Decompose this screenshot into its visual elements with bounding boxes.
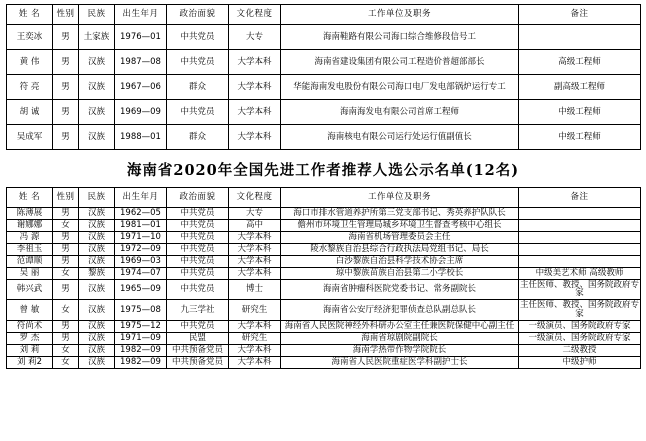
- table-row: [7, 345, 641, 357]
- cell-party: 中共党员: [167, 208, 229, 220]
- cell-education: 大学本科: [229, 125, 281, 150]
- cell-name: 谢娜娜: [7, 219, 53, 231]
- cell-note: 主任医师、教授、国务院政府专家: [520, 300, 640, 320]
- cell-nation: 汉族: [79, 100, 115, 125]
- cell-party: 中共党员: [167, 219, 229, 231]
- cell-education: 大学本科: [229, 75, 281, 100]
- cell-unit: 海南学热带作物学院院长: [281, 345, 519, 357]
- column-header-party: 政治面貌: [167, 188, 229, 208]
- cell-unit: 海南省机场管理委员会主任: [281, 231, 519, 243]
- cell-note: [519, 231, 641, 243]
- top-table-body: [7, 25, 641, 150]
- cell-education: 高中: [229, 219, 281, 231]
- cell-birth: 1982—09: [115, 356, 167, 368]
- cell-birth: 1965—09: [115, 279, 167, 300]
- cell-education: 大专: [229, 208, 281, 220]
- cell-name: 陈薄展: [7, 208, 53, 220]
- column-header-unit: 工作单位及职务: [281, 5, 519, 25]
- cell-birth: 1981—01: [115, 219, 167, 231]
- table-row: [7, 267, 641, 279]
- cell-birth: 1969—03: [115, 255, 167, 267]
- cell-party: 中共党员: [167, 243, 229, 255]
- cell-unit: 儋州市环境卫生管理局城乡环境卫生督查考核中心组长: [281, 219, 519, 231]
- cell-party: 九三学社: [167, 300, 229, 321]
- cell-nation: 汉族: [79, 300, 115, 321]
- cell-unit: 陵水黎族自治县综合行政执法局党组书记、局长: [281, 243, 519, 255]
- cell-unit: 海南省建设集团有限公司工程造价普超部部长: [281, 50, 519, 75]
- cell-nation: 汉族: [79, 50, 115, 75]
- cell-party: 中共党员: [167, 321, 229, 333]
- column-header-note: 备注: [519, 5, 641, 25]
- cell-sex: 男: [53, 231, 79, 243]
- cell-education: 研究生: [229, 333, 281, 345]
- table-row: [7, 243, 641, 255]
- cell-note: 中级工程师: [519, 100, 641, 125]
- cell-name: 吴成军: [7, 125, 53, 150]
- cell-note: [519, 243, 641, 255]
- table-row: [7, 208, 641, 220]
- cell-name: 黄 伟: [7, 50, 53, 75]
- cell-education: 大学本科: [229, 356, 281, 368]
- cell-party: 中共预备党员: [167, 356, 229, 368]
- cell-note: 副高级工程师: [519, 75, 641, 100]
- cell-education: 大专: [229, 25, 281, 50]
- cell-unit: 华能海南发电股份有限公司海口电厂发电部锅炉运行专工: [281, 75, 519, 100]
- cell-sex: 男: [53, 100, 79, 125]
- table-row: [7, 25, 641, 50]
- cell-sex: 男: [53, 25, 79, 50]
- table-row: [7, 50, 641, 75]
- cell-party: 中共预备党员: [167, 345, 229, 357]
- cell-name: 符 亮: [7, 75, 53, 100]
- table-row: [7, 231, 641, 243]
- cell-nation: 汉族: [79, 345, 115, 357]
- cell-unit: 海南省公安厅经济犯罪侦查总队副总队长: [281, 300, 519, 321]
- cell-name: 吴 丽: [7, 267, 53, 279]
- cell-birth: 1974—07: [115, 267, 167, 279]
- cell-nation: 汉族: [79, 125, 115, 150]
- table-row: [7, 125, 641, 150]
- table-row: [7, 321, 641, 333]
- bottom-personnel-table: [6, 187, 641, 369]
- cell-birth: 1976—01: [115, 25, 167, 50]
- cell-party: 群众: [167, 125, 229, 150]
- table-row: [7, 255, 641, 267]
- top-personnel-table: [6, 4, 641, 150]
- cell-unit: 海南核电有限公司运行处运行值副值长: [281, 125, 519, 150]
- cell-name: 曾 敏: [7, 300, 53, 321]
- page-title: 海南省2020年全国先进工作者推荐人选公示名单(12名): [126, 162, 520, 179]
- cell-sex: 男: [53, 75, 79, 100]
- cell-birth: 1969—09: [115, 100, 167, 125]
- table-row: [7, 300, 641, 321]
- cell-education: 大学本科: [229, 100, 281, 125]
- cell-note: 主任医师、教授、国务院政府专家: [520, 279, 640, 299]
- cell-unit: 琼中黎族苗族自治县第二小学校长: [281, 267, 519, 279]
- column-header-education: 文化程度: [229, 188, 281, 208]
- column-header-sex: 性别: [53, 5, 79, 25]
- column-header-education: 文化程度: [229, 5, 281, 25]
- column-header-birth: 出生年月: [115, 188, 167, 208]
- table-row: [7, 279, 641, 300]
- cell-unit: 白沙黎族自治县科学技术协会主席: [281, 255, 519, 267]
- cell-nation: 汉族: [79, 75, 115, 100]
- cell-unit: 海口市排水管道养护所第三党支部书记、秀英养护队队长: [281, 208, 519, 220]
- cell-name: 刘 莉2: [7, 356, 53, 368]
- cell-party: 中共党员: [167, 255, 229, 267]
- table-row: [7, 75, 641, 100]
- cell-birth: 1967—06: [115, 75, 167, 100]
- cell-unit: 海南海发电有限公司首席工程师: [281, 100, 519, 125]
- cell-note: 中级美艺术师 高级教师: [519, 267, 641, 279]
- cell-education: 大学本科: [229, 267, 281, 279]
- bottom-table-body: [7, 208, 641, 369]
- cell-birth: 1988—01: [115, 125, 167, 150]
- cell-sex: 男: [53, 208, 79, 220]
- cell-sex: 男: [53, 255, 79, 267]
- cell-education: 大学本科: [229, 321, 281, 333]
- table-header-row: [7, 188, 641, 208]
- cell-sex: 女: [53, 267, 79, 279]
- column-header-birth: 出生年月: [115, 5, 167, 25]
- cell-sex: 女: [53, 345, 79, 357]
- cell-birth: 1971—09: [115, 333, 167, 345]
- cell-education: 大学本科: [229, 50, 281, 75]
- cell-sex: 女: [53, 356, 79, 368]
- cell-unit: 海南省人民医院重症医学科副护士长: [281, 356, 519, 368]
- table-row: [7, 356, 641, 368]
- cell-birth: 1982—09: [115, 345, 167, 357]
- cell-name: 刘 莉: [7, 345, 53, 357]
- column-header-nation: 民族: [79, 188, 115, 208]
- table-row: [7, 219, 641, 231]
- cell-note: 中级护师: [519, 356, 641, 368]
- cell-education: 大学本科: [229, 231, 281, 243]
- cell-sex: 女: [53, 219, 79, 231]
- cell-party: 中共党员: [167, 50, 229, 75]
- cell-birth: 1987—08: [115, 50, 167, 75]
- cell-birth: 1962—05: [115, 208, 167, 220]
- cell-party: 中共党员: [167, 279, 229, 300]
- cell-education: 大学本科: [229, 345, 281, 357]
- cell-birth: 1975—12: [115, 321, 167, 333]
- cell-nation: 汉族: [79, 255, 115, 267]
- cell-birth: 1975—08: [115, 300, 167, 321]
- cell-unit: 海南省人民医院神经外科研办公室主任兼医院保健中心副主任: [281, 321, 519, 333]
- cell-name: 冯 源: [7, 231, 53, 243]
- cell-sex: 男: [53, 333, 79, 345]
- column-header-sex: 性别: [53, 188, 79, 208]
- cell-sex: 男: [53, 125, 79, 150]
- cell-nation: 汉族: [79, 279, 115, 300]
- cell-education: 大学本科: [229, 255, 281, 267]
- cell-party: 中共党员: [167, 267, 229, 279]
- cell-note: [519, 255, 641, 267]
- cell-nation: 汉族: [79, 333, 115, 345]
- cell-name: 李祖玉: [7, 243, 53, 255]
- cell-party: 中共党员: [167, 25, 229, 50]
- cell-birth: 1972—09: [115, 243, 167, 255]
- table-row: [7, 100, 641, 125]
- cell-birth: 1971—10: [115, 231, 167, 243]
- cell-nation: 汉族: [79, 219, 115, 231]
- cell-nation: 汉族: [79, 231, 115, 243]
- cell-unit: 海南省琼剧院副院长: [281, 333, 519, 345]
- cell-party: 民盟: [167, 333, 229, 345]
- cell-unit: 海南省肿瘤科医院党委书记、常务副院长: [281, 279, 519, 300]
- column-header-name: 姓 名: [7, 188, 53, 208]
- cell-note: 高级工程师: [519, 50, 641, 75]
- cell-party: 中共党员: [167, 231, 229, 243]
- cell-party: 中共党员: [167, 100, 229, 125]
- cell-education: 大学本科: [229, 243, 281, 255]
- cell-nation: 汉族: [79, 356, 115, 368]
- cell-unit: 海南鞋路有限公司海口综合维修段信号工: [281, 25, 519, 50]
- table-header-row: [7, 5, 641, 25]
- cell-note: [519, 219, 641, 231]
- cell-sex: 男: [53, 243, 79, 255]
- table-row: [7, 333, 641, 345]
- cell-education: 博士: [229, 279, 281, 300]
- column-header-unit: 工作单位及职务: [281, 188, 519, 208]
- cell-education: 研究生: [229, 300, 281, 321]
- cell-note: [519, 208, 641, 220]
- cell-note: 中级工程师: [519, 125, 641, 150]
- cell-party: 群众: [167, 75, 229, 100]
- column-header-nation: 民族: [79, 5, 115, 25]
- cell-name: 罗 杰: [7, 333, 53, 345]
- cell-sex: 男: [53, 279, 79, 300]
- cell-name: 韩兴武: [7, 279, 53, 300]
- column-header-party: 政治面貌: [167, 5, 229, 25]
- cell-name: 符尚术: [7, 321, 53, 333]
- cell-name: 王奕冰: [7, 25, 53, 50]
- cell-nation: 黎族: [79, 267, 115, 279]
- cell-nation: 汉族: [79, 243, 115, 255]
- cell-note: 一级演员、国务院政府专家: [519, 321, 641, 333]
- cell-note: [519, 25, 641, 50]
- cell-name: 范谭顺: [7, 255, 53, 267]
- cell-sex: 女: [53, 300, 79, 321]
- cell-note: 一级演员、国务院政府专家: [519, 333, 641, 345]
- cell-sex: 男: [53, 50, 79, 75]
- column-header-note: 备注: [519, 188, 641, 208]
- cell-sex: 男: [53, 321, 79, 333]
- cell-note: 二级教授: [519, 345, 641, 357]
- column-header-name: 姓 名: [7, 5, 53, 25]
- cell-nation: 土家族: [79, 25, 115, 50]
- cell-nation: 汉族: [79, 321, 115, 333]
- cell-name: 胡 诚: [7, 100, 53, 125]
- cell-nation: 汉族: [79, 208, 115, 220]
